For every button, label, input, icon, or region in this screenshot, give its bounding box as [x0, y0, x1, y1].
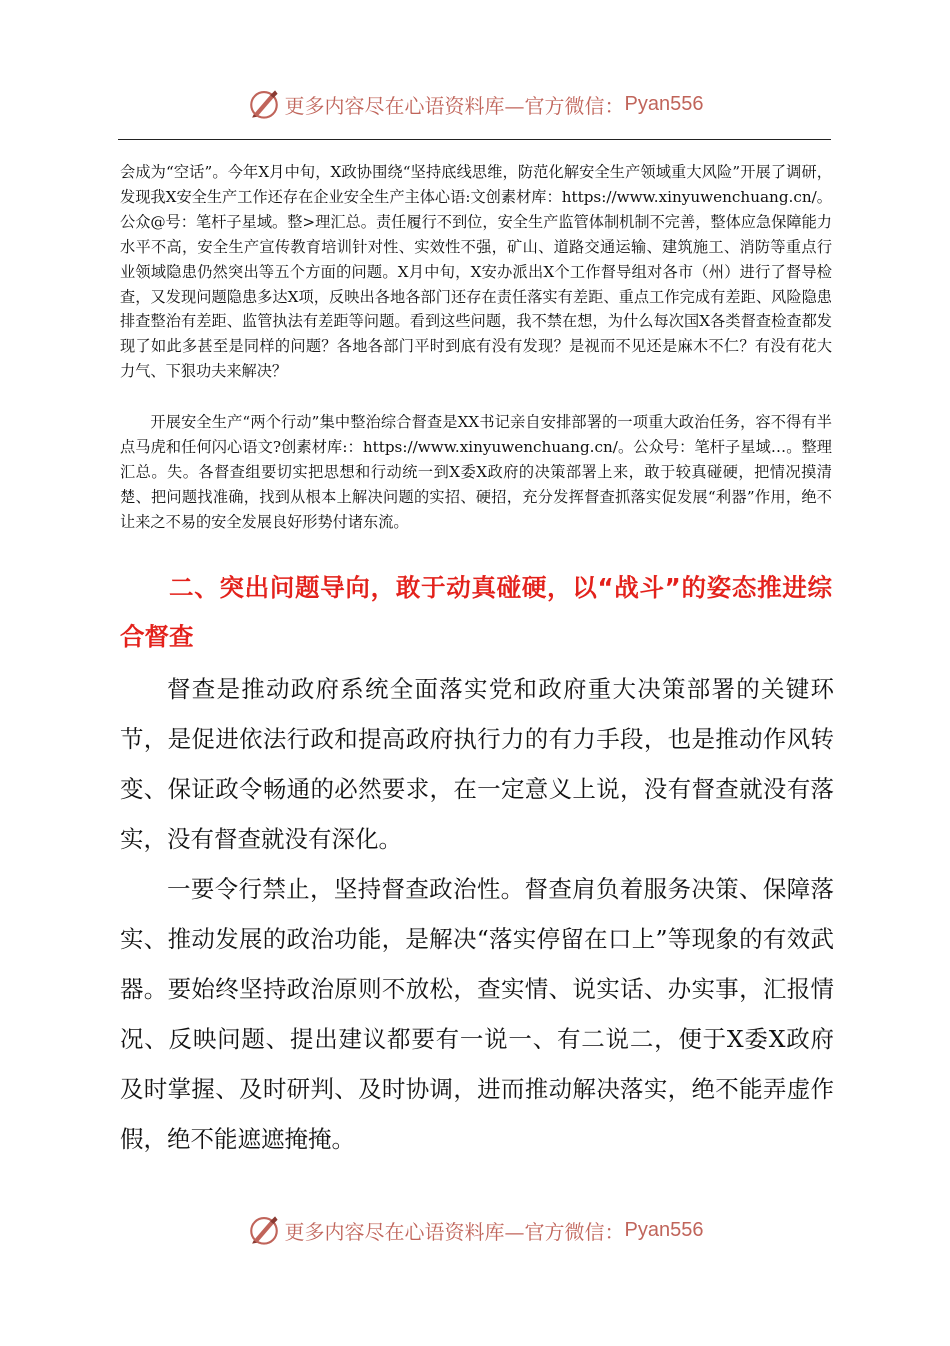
paragraph-small-2: 开展安全生产“两个行动”集中整治综合督查是XX书记亲自安排部署的一项重大政治任务，容不得有半点马虎和任何闪心语文?创素材库:：https://www.xinyuwenchuang.cn/。公众号：笔杆子星域…。整理汇总。失。各督查组要切实把思想和行动统一到X委X政府的决策部署上来，敢于较真碰硬，把情况摸清楚、把问题找准确，找到从根本上解决问题的实招、硬招，充分发挥督查抓落实促发展“利器”作用，绝不让来之不易的安全发展良好形势付诸东流。 [120, 413, 832, 531]
section-heading: 二、突出问题导向，敢于动真碰硬，以“战斗”的姿态推进综合督查 [120, 573, 832, 651]
footer-banner [0, 1210, 950, 1250]
paragraph-body-1: 督查是推动政府系统全面落实党和政府重大决策部署的关键环节，是促进依法行政和提高政府执行力的有力手段，也是推动作风转变、保证政令畅通的必然要求，在一定意义上说，没有督查就没有落实，没有督查就没有深化。 [120, 675, 834, 853]
footer-banner-text: 更多内容尽在心语资料库—官方微信： [284, 1219, 625, 1244]
footer-wechat-id: Pyan556 [624, 1218, 704, 1241]
pen-logo-icon [247, 1213, 281, 1247]
pen-logo-icon [247, 87, 281, 121]
header-wechat-id: Pyan556 [624, 92, 704, 115]
paragraph-small-1: 会成为“空话”。今年X月中旬，X政协围绕“坚持底线思维，防范化解安全生产领域重大风险”开展了调研，发现我X安全生产工作还存在企业安全生产主体心语:文创素材库：https://www.xinyuwenchuang.cn/。公众@号：笔杆子星域。整>理汇总。责任履行不到位，安全生产监管体制机制不完善，整体应急保障能力水平不高，安全生产宣传教育培训针对性、实效性不强，矿山、道路交通运输、建筑施工、消防等重点行业领域隐患仍然突出等五个方面的问题。X月中旬，X安办派出X个工作督导组对各市（州）进行了督导检查，又发现问题隐患多达X项，反映出各地各部门还存在责任落实有差距、重点工作完成有差距、风险隐患排查整治有差距、监管执法有差距等问题。看到这些问题，我不禁在想，为什么每次国X各类督查检查都发现了如此多甚至是同样的问题？各地各部门平时到底有没有发现？是视而不见还是麻木不仁？有没有花大力气、下狠功夫来解决？ [120, 163, 832, 381]
header-divider [118, 139, 831, 140]
paragraph-body-2: 一要令行禁止，坚持督查政治性。督查肩负着服务决策、保障落实、推动发展的政治功能，是解决“落实停留在口上”等现象的有效武器。要始终坚持政治原则不放松，查实情、说实话、办实事，汇报情况、反映问题、提出建议都要有一说一、有二说二，便于X委X政府及时掌握、及时研判、及时协调，进而推动解决落实，绝不能弄虚作假，绝不能遮遮掩掩。 [120, 875, 834, 1153]
header-banner [0, 84, 950, 124]
header-banner-text: 更多内容尽在心语资料库—官方微信： [284, 93, 625, 118]
